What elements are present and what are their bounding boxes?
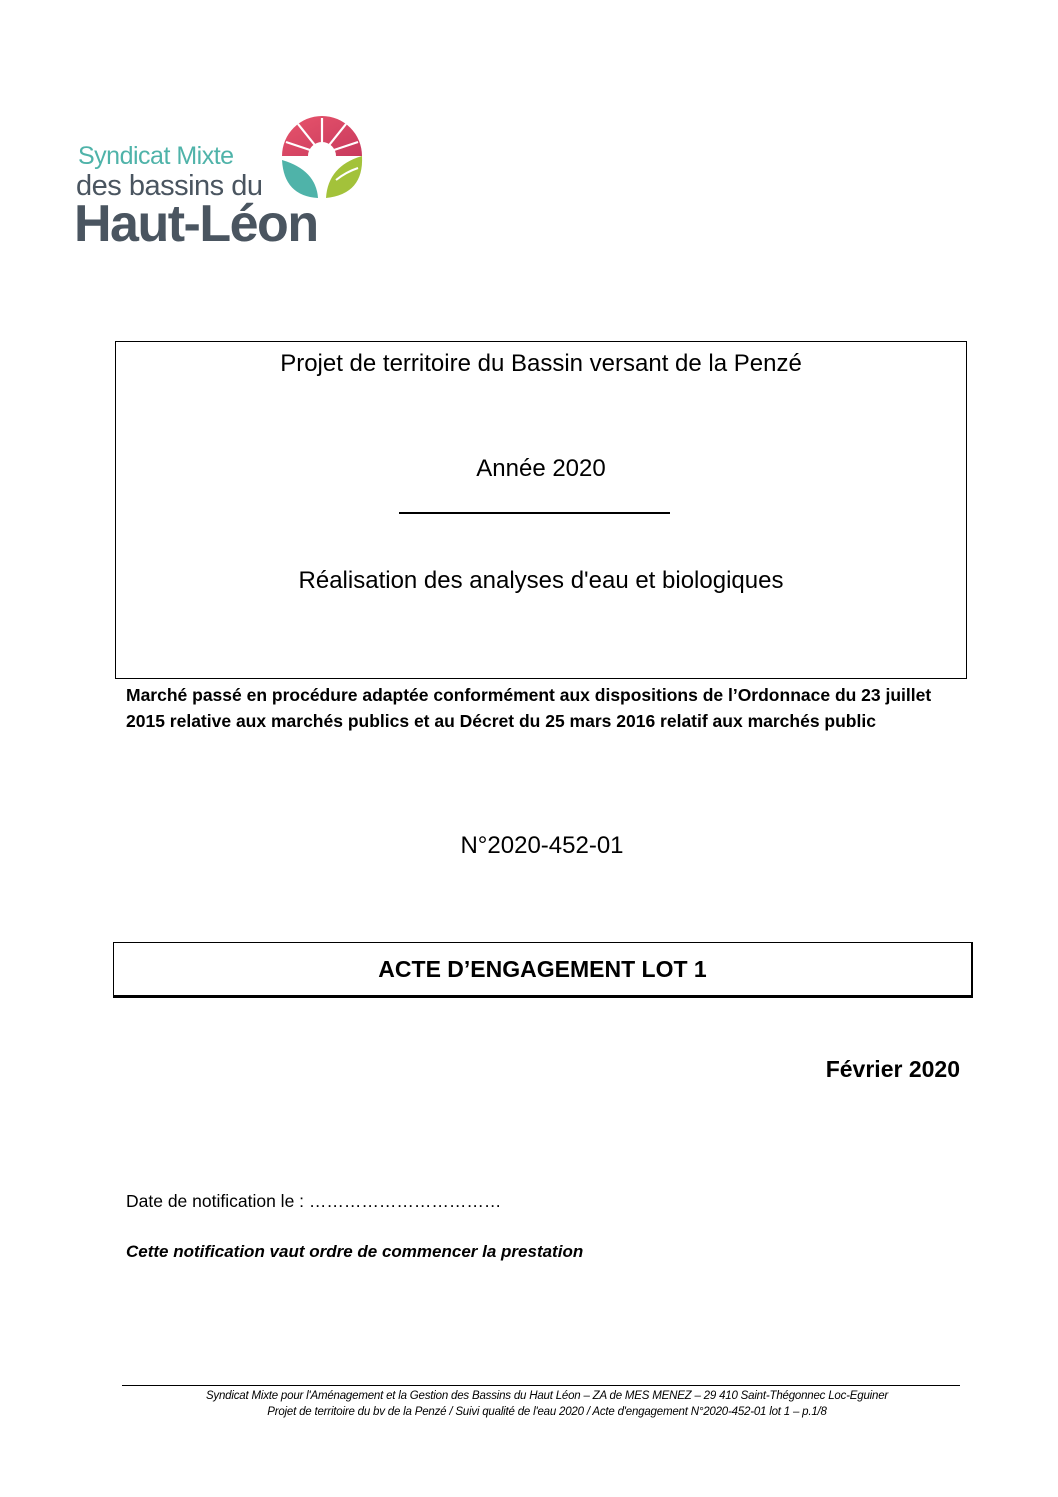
organization-logo	[74, 108, 394, 253]
notification-date-row	[126, 1191, 501, 1212]
footer-divider	[122, 1385, 960, 1386]
footer-line1: Syndicat Mixte pour l'Aménagement et la Gestion des Bassins du Haut Léon – ZA de MES MENEZ – 29 410 Saint-Thégonnec Loc-Eguiner	[205, 1390, 889, 1402]
document-date: Février 2020	[825, 1056, 960, 1082]
notification-dots: ……………………………	[308, 1191, 502, 1211]
project-subject: Réalisation des analyses d'eau et biologiques	[298, 567, 784, 594]
acte-heading-box	[113, 942, 973, 998]
title-box	[115, 341, 967, 679]
project-year: Année 2020	[476, 455, 606, 482]
procedure-statement: Marché passé en procédure adaptée conformément aux dispositions de l’Ordonnace du 23 juillet 2015 relative aux marchés publics et au Décret du 25 mars 2016 relatif aux marchés public	[126, 685, 932, 731]
contract-number: N°2020-452-01	[460, 832, 624, 859]
acte-heading: ACTE D’ENGAGEMENT LOT 1	[378, 955, 707, 982]
notification-label: Date de notification le :	[126, 1191, 305, 1211]
flower-sun-logo-icon	[276, 110, 368, 202]
logo-text-line2: des bassins du	[76, 170, 263, 202]
footer-line2: Projet de territoire du bv de la Penzé / Suivi qualité de l'eau 2020 / Acte d'engagement N°2020-452-01 lot 1 – p.1/8	[267, 1406, 827, 1418]
title-divider	[399, 512, 670, 514]
logo-text-line1: Syndicat Mixte	[78, 142, 234, 170]
project-title: Projet de territoire du Bassin versant de la Penzé	[280, 350, 802, 377]
logo-text-line3: Haut-Léon	[74, 195, 318, 253]
notification-note: Cette notification vaut ordre de commencer la prestation	[126, 1242, 584, 1261]
page-footer	[122, 1388, 972, 1420]
